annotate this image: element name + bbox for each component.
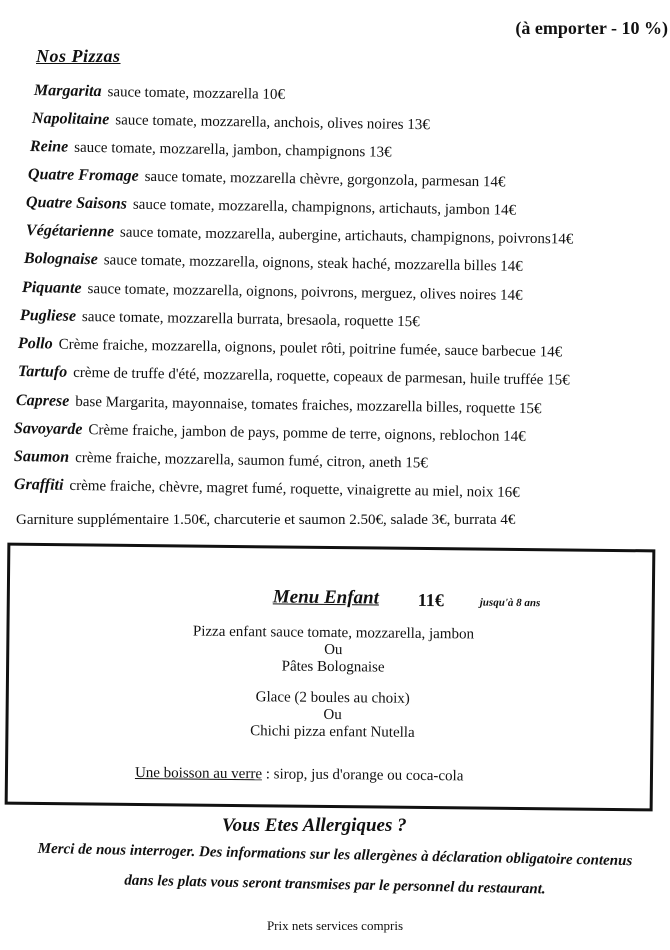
- pizza-item: [26, 222, 574, 249]
- pizza-item: [26, 194, 516, 220]
- pizza-item: [30, 138, 392, 162]
- pizza-item: [22, 279, 523, 305]
- kids-menu-box: [5, 543, 656, 812]
- kids-menu-title: Menu Enfant: [272, 586, 380, 609]
- kids-menu-line: Pâtes Bolognaise: [281, 658, 385, 676]
- takeaway-discount: (à emporter - 10 %): [515, 18, 668, 38]
- pizza-item: [34, 82, 285, 104]
- pizza-description: sauce tomate, mozzarella 10€: [107, 84, 286, 103]
- service-note: Prix nets services compris: [266, 918, 404, 933]
- kids-menu-line: Pizza enfant sauce tomate, mozzarella, jambon: [192, 623, 475, 643]
- pizza-name: Tartufo: [17, 363, 68, 381]
- pizza-item: [32, 110, 430, 134]
- pizza-name: Graffiti: [13, 476, 64, 494]
- kids-menu-line: Chichi pizza enfant Nutella: [250, 723, 415, 741]
- pizza-name: Caprese: [15, 392, 70, 410]
- pizza-name: Reine: [29, 138, 69, 156]
- pizza-item: [14, 448, 428, 472]
- allergy-text-line-1: Merci de nous interroger. Des informations sur les allergènes à déclaration obligatoire contenus: [37, 840, 633, 870]
- pizza-item: [18, 363, 570, 390]
- pizza-name: Bolognaise: [23, 250, 98, 269]
- pizza-name: Napolitaine: [31, 110, 110, 129]
- kids-menu-age: jusqu'à 8 ans: [479, 596, 541, 610]
- pizza-description: sauce tomate, mozzarella chèvre, gorgonzola, parmesan 14€: [144, 168, 506, 191]
- pizza-item: [24, 250, 523, 276]
- pizza-description: Crème fraiche, jambon de pays, pomme de terre, oignons, reblochon 14€: [88, 422, 526, 446]
- pizzas-section-title: Nos Pizzas: [36, 46, 121, 66]
- pizza-item: [14, 420, 526, 446]
- kids-menu-price: 11€: [417, 589, 444, 611]
- kids-menu-line: Ou: [324, 641, 343, 659]
- kids-menu-line: Ou: [323, 706, 342, 724]
- pizza-description: sauce tomate, mozzarella, oignons, poivrons, merguez, olives noires 14€: [87, 281, 523, 304]
- kids-menu-line: Glace (2 boules au choix): [255, 689, 410, 707]
- pizza-name: Quatre Fromage: [27, 166, 139, 185]
- kids-menu-drink: [135, 765, 464, 785]
- pizza-name: Savoyarde: [13, 420, 83, 439]
- pizza-description: crème de truffe d'été, mozzarella, roquette, copeaux de parmesan, huile truffée 15€: [73, 364, 570, 389]
- pizza-description: sauce tomate, mozzarella, champignons, artichauts, jambon 14€: [132, 196, 517, 219]
- pizza-name: Quatre Saisons: [25, 194, 128, 213]
- pizza-name: Margarita: [33, 82, 102, 101]
- pizza-name: Végétarienne: [25, 222, 115, 241]
- pizza-item: [14, 476, 520, 502]
- drink-label: Une boisson au verre: [134, 764, 263, 783]
- pizza-description: sauce tomate, mozzarella burrata, bresaola, roquette 15€: [81, 308, 420, 331]
- allergy-text-line-2: dans les plats vous seront transmises par le personnel du restaurant.: [124, 872, 546, 898]
- pizza-description: base Margarita, mayonnaise, tomates fraiches, mozzarella billes, roquette 15€: [75, 393, 542, 418]
- allergy-title: Vous Etes Allergiques ?: [222, 815, 407, 836]
- pizza-name: Piquante: [21, 279, 82, 297]
- drink-options: : sirop, jus d'orange ou coca-cola: [261, 766, 464, 785]
- pizza-description: sauce tomate, mozzarella, jambon, champignons 13€: [74, 139, 392, 161]
- pizza-description: crème fraiche, mozzarella, saumon fumé, citron, aneth 15€: [75, 449, 428, 472]
- pizza-description: sauce tomate, mozzarella, anchois, olives noires 13€: [115, 112, 430, 134]
- pizza-description: crème fraiche, chèvre, magret fumé, roquette, vinaigrette au miel, noix 16€: [69, 477, 520, 501]
- pizza-description: sauce tomate, mozzarella, oignons, steak haché, mozzarella billes 14€: [103, 252, 523, 275]
- pizza-description: sauce tomate, mozzarella, aubergine, artichauts, champignons, poivrons14€: [119, 224, 574, 248]
- pizza-name: Pollo: [17, 335, 53, 353]
- pizza-description: Crème fraiche, mozzarella, oignons, poulet rôti, poitrine fumée, sauce barbecue 14€: [58, 336, 563, 361]
- pizza-name: Saumon: [13, 448, 70, 466]
- pizza-item: [20, 307, 420, 331]
- pizza-name: Pugliese: [19, 307, 77, 325]
- pizza-item: [16, 392, 542, 418]
- kids-menu-items: [8, 622, 657, 745]
- extra-toppings: Garniture supplémentaire 1.50€, charcuterie et saumon 2.50€, salade 3€, burrata 4€: [16, 512, 516, 528]
- pizza-item: [28, 166, 506, 191]
- pizza-item: [18, 335, 562, 362]
